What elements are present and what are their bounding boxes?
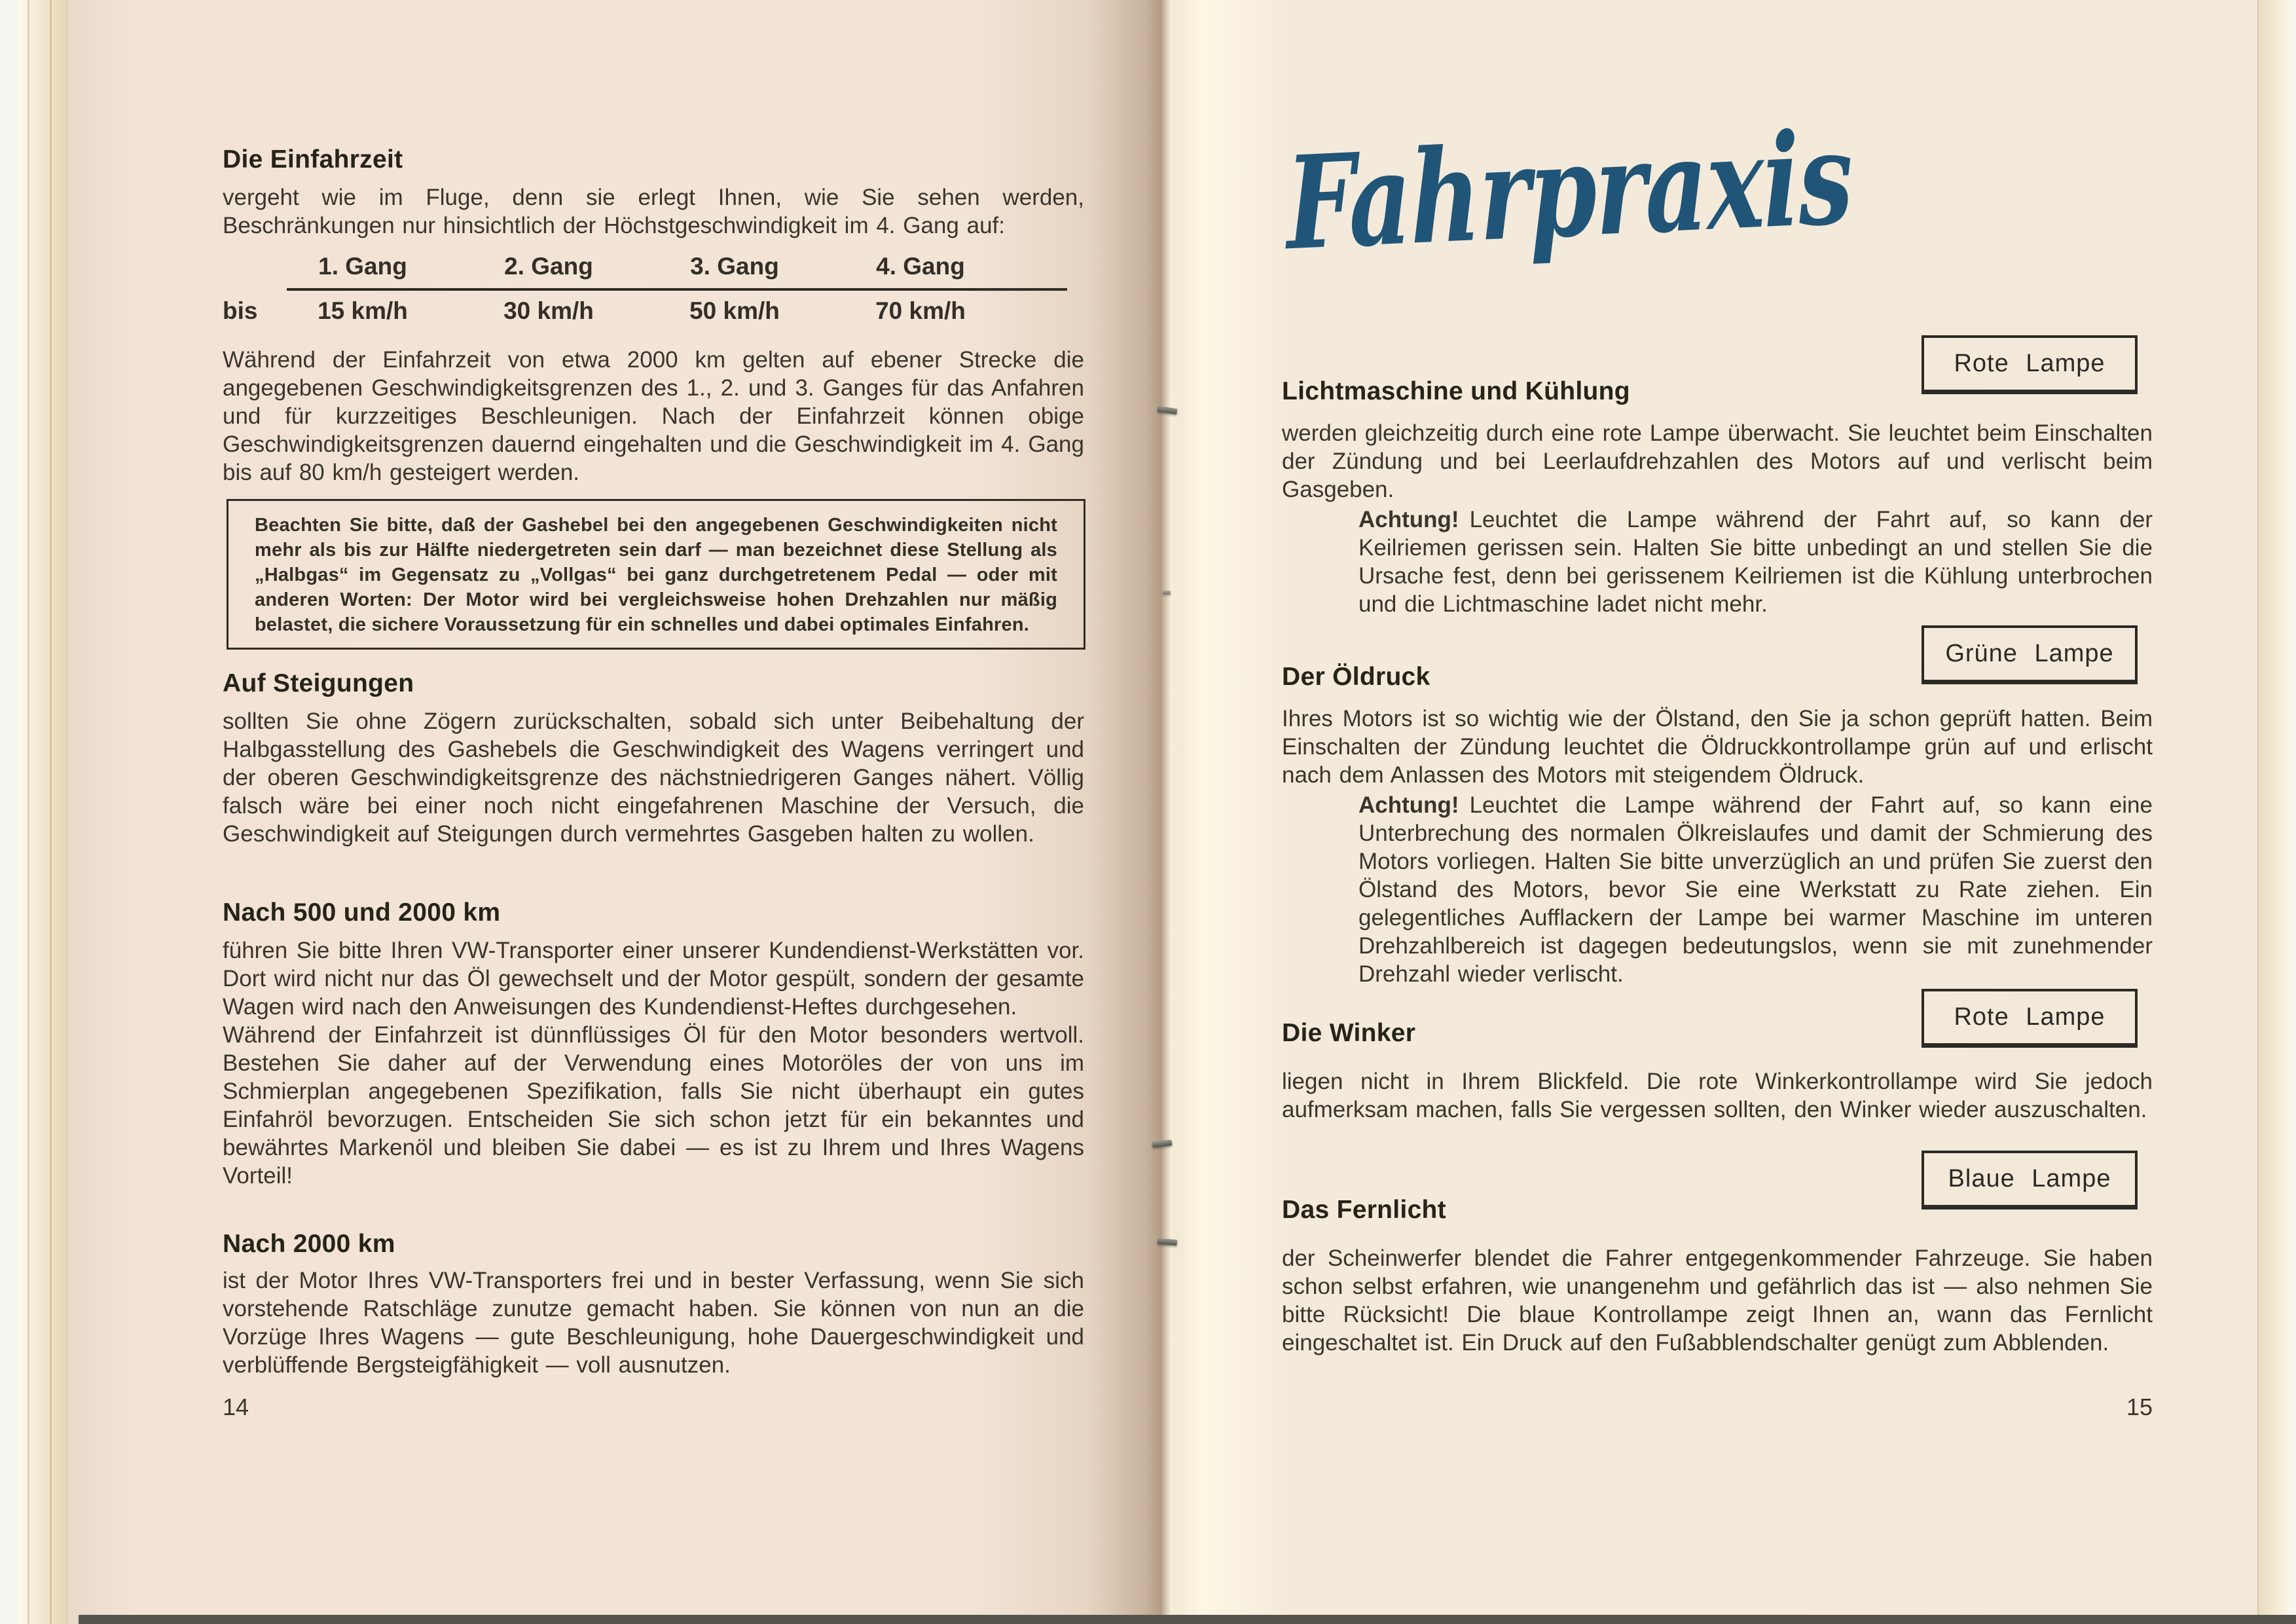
einfahrzeit-intro-paragraph: vergeht wie im Fluge, denn sie erlegt Ihnen, wie Sie sehen werden, Beschränkungen nur hinsichtlich der Höchstgeschwindigkeit im 4. Gang auf:: [223, 185, 1084, 238]
scanner-edge-shadow: [79, 1615, 2296, 1624]
row-label-bis: bis: [223, 297, 258, 324]
service-paragraphs: [223, 936, 1084, 1190]
section-heading-2000km: Nach 2000 km: [223, 1230, 395, 1258]
gear-1-header: 1. Gang: [318, 253, 407, 280]
lamp-badge-gruene-lampe: Grüne Lampe: [1922, 625, 2138, 684]
achtung-block-oelkreislauf: [1358, 791, 2153, 988]
steigungen-paragraph: sollten Sie ohne Zögern zurückschalten, sobald sich unter Beibehaltung der Halbgasstellung des Gashebels die Geschwindigkeit des Wagens verringert und der oberen Geschwindigkeitsgrenze des nächstniedrigeren Ganges nähert. Völlig falsch wäre bei einer noch nicht eingefahrenen Maschine der Versuch, die Geschwindigkeit auf Steigungen durch vermehrtes Gasgeben halten zu wollen.: [223, 709, 1084, 847]
table-spacer: [223, 253, 270, 280]
page-edges-left: [17, 0, 73, 1624]
page-number-left: 14: [223, 1393, 249, 1420]
achtung-text: Leuchtet die Lampe während der Fahrt auf, so kann der Keilriemen gerissen sein. Halten Sie bitte unbedingt an und stellen Sie die Ursache fest, denn bei gerissenem Keilriemen ist die Kühlung unterbrochen und die Lichtmaschine ladet nicht mehr.: [1358, 507, 2153, 617]
achtung-text: Leuchtet die Lampe während der Fahrt auf, so kann eine Unterbrechung des normalen Ölkreislaufes und damit der Schmierung des Motors vorliegen. Halten Sie bitte unverzüglich an und prüfen Sie zuerst den Ölstand des Motors, bevor Sie eine Werkstatt zu Rate ziehen. Ein gelegentliches Aufflackern der Lampe bei warmer Maschine im unteren Drehzahlbereich ist dagegen bedeutungslos, wenn sie mit zunehmender Drehzahl wieder verlischt.: [1358, 792, 2153, 987]
gear-2-speed: 30 km/h: [503, 297, 594, 324]
halbgas-note-box: Beachten Sie bitte, daß der Gashebel bei den angegebenen Geschwindigkeiten nicht mehr als bis zur Hälfte niedergetreten sein darf — man bezeichnet diese Stellung als „Halbgas“ im Gegensatz zu „Vollgas“ bei ganz durchgetretenem Pedal — oder mit anderen Worten: Der Motor wird bei vergleichsweise hohen Drehzahlen nur mäßig belastet, die sichere Voraussetzung für ein schnelles und dabei optimales Einfahren.: [227, 499, 1085, 650]
gear-3-speed: 50 km/h: [689, 297, 780, 324]
achtung-label: Achtung!: [1358, 792, 1459, 818]
oeldruck-paragraph: Ihres Motors ist so wichtig wie der Ölstand, den Sie ja schon geprüft hatten. Beim Einschalten der Zündung leuchtet die Öldruckkontrollampe grün auf und erlischt nach dem Anlassen des Motors mit steigendem Öldruck.: [1282, 706, 2153, 788]
table-rule: [287, 288, 1067, 291]
lamp-badge-rote-lampe-2: Rote Lampe: [1922, 989, 2138, 1048]
section-heading-fernlicht: Das Fernlicht: [1282, 1196, 1446, 1224]
gear-2-header: 2. Gang: [504, 253, 593, 280]
gear-1-speed: 15 km/h: [318, 297, 408, 324]
speed-limit-table: [223, 253, 1084, 325]
lamp-badge-rote-lampe-1: Rote Lampe: [1922, 335, 2138, 394]
lamp-badge-blaue-lampe: Blaue Lampe: [1922, 1151, 2138, 1209]
section-heading-lichtmaschine: Lichtmaschine und Kühlung: [1282, 377, 1630, 405]
achtung-label: Achtung!: [1358, 507, 1459, 532]
section-heading-winker: Die Winker: [1282, 1019, 1416, 1047]
page-number-right: 15: [2126, 1393, 2153, 1420]
gear-4-speed: 70 km/h: [875, 297, 966, 324]
section-heading-oeldruck: Der Öldruck: [1282, 663, 1430, 691]
nach-2000km-paragraph: ist der Motor Ihres VW-Transporters frei und in bester Verfassung, wenn Sie sich vorstehende Ratschläge zunutze gemacht haben. Sie können von nun an die Vorzüge Ihres Wagens — gute Beschleunigung, hohe Dauergeschwindigkeit und verblüffende Bergsteigfähigkeit — voll ausnutzen.: [223, 1268, 1084, 1378]
winker-paragraph: liegen nicht in Ihrem Blickfeld. Die rote Winkerkontrollampe wird Sie jedoch aufmerksam machen, falls Sie vergessen sollten, den Winker wieder auszuschalten.: [1282, 1069, 2153, 1122]
achtung-block-keilriemen: [1358, 506, 2153, 618]
einfahrzeit-rules-paragraph: Während der Einfahrzeit von etwa 2000 km gelten auf ebener Strecke die angegebenen Geschwindigkeitsgrenzen des 1., 2. und 3. Ganges für das Anfahren und für kurzzeitiges Beschleunigen. Nach der Einfahrzeit können obige Geschwindigkeitsgrenzen dauernd eingehalten und die Geschwindigkeit im 4. Gang bis auf 80 km/h gesteigert werden.: [223, 347, 1084, 485]
section-heading-steigungen: Auf Steigungen: [223, 669, 414, 697]
lichtmaschine-paragraph: werden gleichzeitig durch eine rote Lampe überwacht. Sie leuchtet beim Einschalten der Zündung und bei Leerlaufdrehzahlen des Motors auf und verlischt beim Gasgeben.: [1282, 420, 2153, 502]
speed-value-row: [223, 297, 1084, 325]
service-paragraph-2: Während der Einfahrzeit ist dünnflüssiges Öl für den Motor besonders wertvoll. Bestehen Sie daher auf der Verwendung eines Motoröles der von uns im Schmierplan angegebenen Spezifikation, falls Sie nicht überhaupt ein gutes Einfahröl bevorzugen. Entscheiden Sie sich schon jetzt für ein bekanntes und bewährtes Markenöl und bleiben Sie dabei — es ist zu Ihrem und Ihres Wagens Vorteil!: [223, 1022, 1084, 1189]
gear-3-header: 3. Gang: [690, 253, 779, 280]
chapter-title-fahrpraxis: Fahrpraxis: [1285, 102, 1854, 279]
section-heading-einfahrzeit: Die Einfahrzeit: [223, 145, 403, 174]
section-heading-500-2000km: Nach 500 und 2000 km: [223, 898, 501, 927]
staple-icon: [1163, 591, 1171, 595]
gear-header-row: [223, 253, 1084, 280]
service-paragraph-1: führen Sie bitte Ihren VW-Transporter einer unserer Kundendienst-Werkstätten vor. Dort wird nicht nur das Öl gewechselt und der Motor gespült, sondern der gesamte Wagen wird nach den Anweisungen des Kundendienst-Heftes durchgesehen.: [223, 938, 1084, 1020]
page-edges-right: [2257, 0, 2291, 1624]
gear-4-header: 4. Gang: [876, 253, 965, 280]
fernlicht-paragraph: der Scheinwerfer blendet die Fahrer entgegenkommender Fahrzeuge. Sie haben schon selbst erfahren, wie unangenehm und gefährlich das ist — also nehmen Sie bitte Rücksicht! Die blaue Kontrollampe zeigt Ihnen an, wann das Fernlicht eingeschaltet ist. Ein Druck auf den Fußabblendschalter genügt zum Abblenden.: [1282, 1246, 2153, 1356]
